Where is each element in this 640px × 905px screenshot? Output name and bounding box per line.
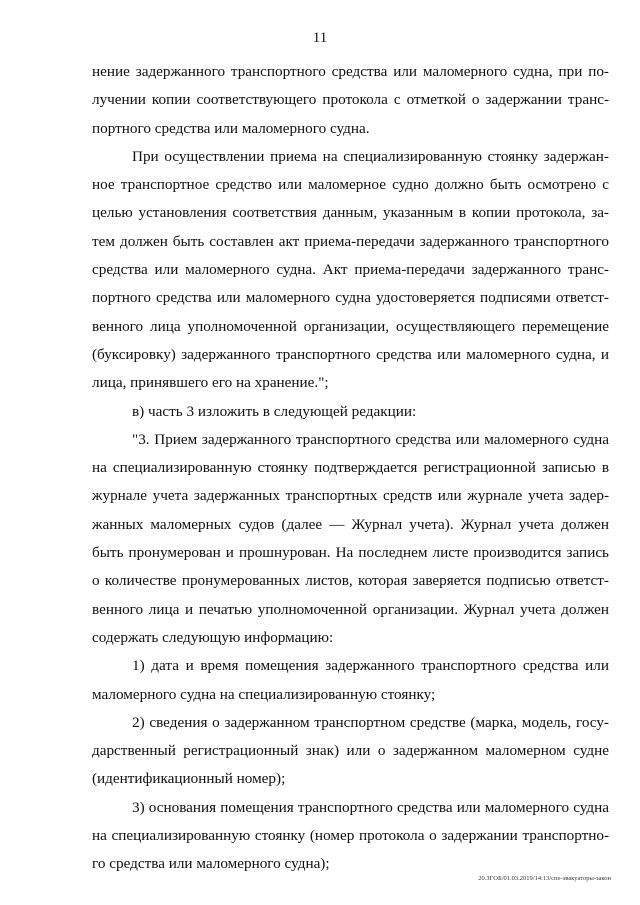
document-body — [92, 58, 609, 879]
text-line: на специализированную стоянку подтверждается регистрационной записью в — [92, 459, 609, 477]
text-line: дарственный регистрационный знак) или о задержанном маломерном судне — [92, 742, 609, 760]
text-line: 2) сведения о задержанном транспортном средстве (марка, модель, госу- — [132, 713, 609, 731]
text-line: При осуществлении приема на специализированную стоянку задержан- — [132, 147, 609, 165]
text-line: (идентификационный номер); — [92, 770, 286, 788]
text-line: портного средства или маломерного судна. — [92, 119, 370, 137]
page-number: 11 — [312, 30, 328, 46]
text-line: лица, принявшего его на хранение."; — [92, 374, 329, 392]
text-line: венного лица и печатью уполномоченной организации. Журнал учета должен — [92, 600, 609, 618]
text-line: содержать следующую информацию: — [92, 628, 334, 646]
text-line: портного средства или маломерного судна удостоверяется подписями ответст- — [92, 289, 609, 307]
text-line: быть пронумерован и прошнурован. На последнем листе производится запись — [92, 544, 609, 562]
text-line: в) часть 3 изложить в следующей редакции: — [132, 402, 417, 420]
text-line: маломерного судна на специализированную стоянку; — [92, 685, 436, 703]
text-line: ное транспортное средство или маломерное судно должно быть осмотрено с — [92, 176, 609, 194]
text-line: лучении копии соответствующего протокола с отметкой о задержании транс- — [92, 91, 609, 109]
text-line: тем должен быть составлен акт приема-передачи задержанного транспортного — [92, 232, 609, 250]
text-line: целью установления соответствия данным, указанным в копии протокола, за- — [92, 204, 609, 222]
text-line: нение задержанного транспортного средства или маломерного судна, при по- — [92, 63, 609, 80]
text-line: 1) дата и время помещения задержанного транспортного средства или — [132, 657, 609, 675]
text-line: (буксировку) задержанного транспортного средства или маломерного судна, и — [92, 345, 609, 363]
text-line: 3) основания помещения транспортного средства или маломерного судна — [132, 798, 609, 816]
footer-stamp: 20.ЗГОБ/01.03.2019/14:13/спе-эвакуаторы-закон — [478, 875, 611, 882]
text-line: на специализированную стоянку (номер протокола о задержании транспортно- — [92, 827, 609, 845]
text-line: средства или маломерного судна. Акт приема-передачи задержанного транс- — [92, 261, 609, 279]
text-line: венного лица уполномоченной организации, осуществляющего перемещение — [92, 317, 609, 335]
text-line: "3. Прием задержанного транспортного средства или маломерного судна — [132, 430, 609, 448]
text-line: о количестве пронумерованных листов, которая заверяется подписью ответст- — [92, 572, 609, 590]
text-line: журнале учета задержанных транспортных средств или журнале учета задер- — [92, 487, 609, 505]
text-line: жанных маломерных судов (далее — Журнал учета). Журнал учета должен — [92, 515, 609, 533]
text-line: го средства или маломерного судна); — [92, 855, 330, 873]
